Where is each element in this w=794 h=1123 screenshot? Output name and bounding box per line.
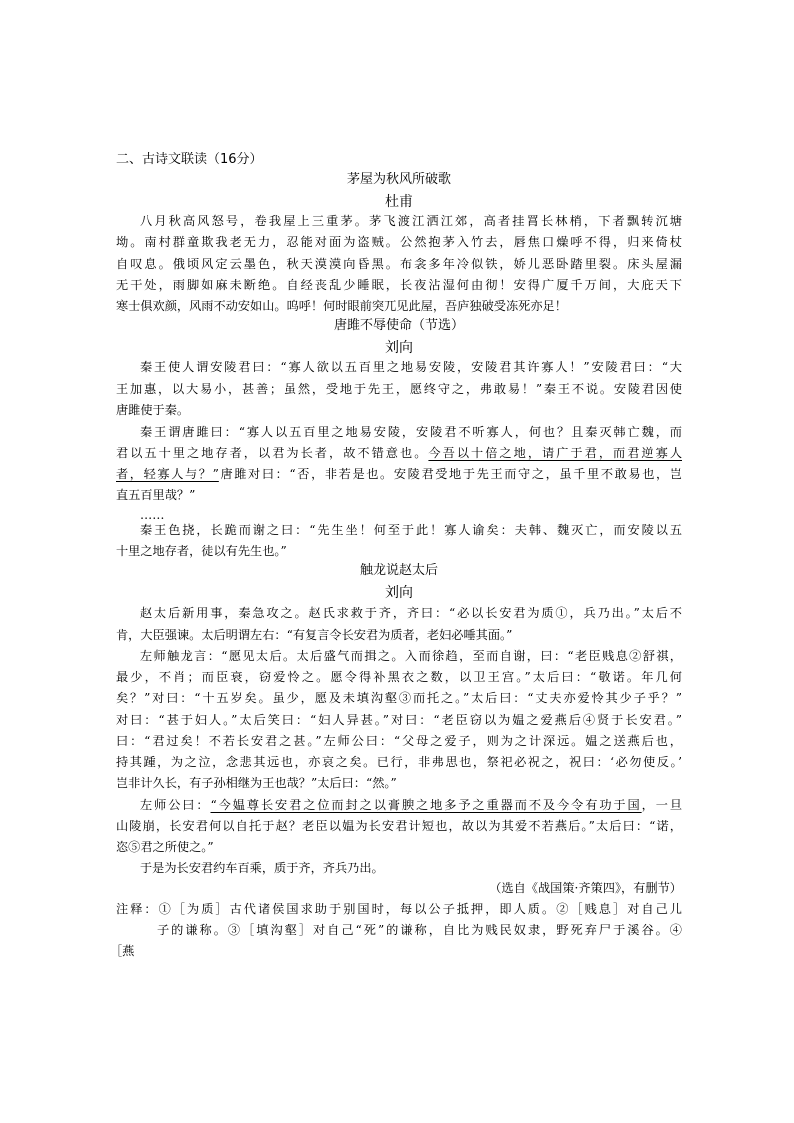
passage1-title: 唐雎不辱使命（节选） [333,318,464,333]
passage1-line: 唐雎使于秦。 [116,403,190,417]
poem-line: 无干处，雨脚如麻未断绝。自经丧乱少睡眠，长夜沾湿何由彻！安得广厦千万间，大庇天下 [116,278,682,292]
passage2-line: 持其踵，为之泣，念悲其远也，亦哀之矣。已行，非弗思也，祭祀必祝之，祝曰：‘必勿使反。’ [116,755,682,769]
passage1-line [116,466,682,482]
passage2-line: 赵太后新用事，秦急攻之。赵氏求救于齐，齐曰：“必以长安君为质①，兵乃出。”太后不 [140,606,682,620]
passage1-line: 十里之地存者，徒以有先生也。” [116,544,287,558]
notes-line: 注释：①［为质］古代诸侯国求助于别国时，每以公子抵押，即人质。②［贱息］对自己儿 [116,902,682,916]
poem-title: 茅屋为秋风所破歌 [346,172,451,187]
passage2-line: 矣？”对曰：“十五岁矣。虽少，愿及未填沟壑③而托之。”太后曰：“丈夫亦爱怜其少子乎？” [116,691,682,705]
passage2-line: 肯，大臣强谏。太后明谓左右：“有复言令长安君为质者，老妇必唾其面。” [116,628,513,642]
poem-author: 杜甫 [385,194,413,210]
plain-text: 左师公曰： [140,798,211,812]
passage2-line: 对曰：“甚于妇人。”太后笑曰：“妇人异甚。”对曰：“老臣窃以为媪之爱燕后④贤于长安君。” [116,713,682,727]
passage2-line [140,797,682,813]
passage2-line: 最少，不肖；而臣衰，窃爱怜之。愿令得补黑衣之数，以卫王宫。”太后曰：“敬诺。年几何 [116,670,682,684]
source-citation: （选自《战国策·齐策四》，有删节） [489,881,682,895]
ellipsis: …… [140,508,165,522]
notes-line: 子的谦称。③［填沟壑］对自己“死”的谦称，自比为贱民奴隶，野死弃尸于溪谷。④ [157,923,682,937]
section-heading: 二、古诗文联读（16分） [116,152,263,167]
passage2-line: 曰：“君过矣！不若长安君之甚。”左师公曰：“父母之爱子，则为之计深远。媪之送燕后也， [116,734,682,748]
passage1-line [116,445,682,461]
plain-text: ，一旦 [641,798,682,812]
poem-line: 八月秋高风怒号，卷我屋上三重茅。茅飞渡江洒江郊，高者挂罥长林梢，下者飘转沉塘 [140,214,682,228]
underlined-text: 者，轻寡人与？” [116,467,219,481]
passage2-line: 左师触龙言：“愿见太后。太后盛气而揖之。入而徐趋，至而自谢，曰：“老臣贱息②舒祺， [140,649,682,663]
passage1-line: 秦王色挠，长跪而谢之曰：“先生坐！何至于此！寡人谕矣：夫韩、魏灭亡，而安陵以五 [140,523,682,537]
underlined-text: 今吾以十倍之地，请广于君，而君逆寡人 [428,446,682,460]
passage2-line: 于是为长安君约车百乘，质于齐，齐兵乃出。 [140,861,384,875]
passage2-line: 山陵崩，长安君何以自托于赵？老臣以媪为长安君计短也，故以为其爱不若燕后。”太后曰：“诺， [116,819,682,833]
poem-line: 寒士俱欢颜，风雨不动安如山。呜呼！何时眼前突兀见此屋，吾庐独破受冻死亦足！ [116,299,567,313]
passage2-title: 触龙说赵太后 [359,563,438,578]
poem-line: 自叹息。俄顷风定云墨色，秋天漠漠向昏黑。布衾多年冷似铁，娇儿恶卧踏里裂。床头屋漏 [116,257,682,271]
poem-line: 坳。南村群童欺我老无力，忍能对面为盗贼。公然抱茅入竹去，唇焦口燥呼不得，归来倚杖 [116,235,682,249]
passage1-line: 秦王谓唐雎曰：“寡人以五百里之地易安陵，安陵君不听寡人，何也？且秦灭韩亡魏，而 [140,425,682,439]
passage2-author: 刘向 [385,585,413,601]
passage2-line: 恣⑤君之所使之。” [116,840,214,854]
passage1-author: 刘向 [385,340,413,356]
underlined-text: “今媪尊长安君之位而封之以膏腴之地多予之重器而不及今令有功于国 [210,798,642,812]
plain-text: 君以五十里之地存者，以君为长者，故不错意也。 [116,446,429,460]
passage1-line: 秦王使人谓安陵君曰：“寡人欲以五百里之地易安陵，安陵君其许寡人！”安陵君曰：“大 [140,360,682,374]
passage1-line: 王加惠，以大易小，甚善；虽然，受地于先王，愿终守之，弗敢易！”秦王不说。安陵君因使 [116,382,682,396]
passage2-line: 岂非计久长，有子孙相继为王也哉？”太后曰：“然。” [116,776,397,790]
plain-text: 唐雎对曰：“否，非若是也。安陵君受地于先王而守之，虽千里不敢易也，岂 [218,467,682,481]
passage1-line: 直五百里哉？” [116,488,196,502]
notes-line: ［燕 [110,944,135,958]
